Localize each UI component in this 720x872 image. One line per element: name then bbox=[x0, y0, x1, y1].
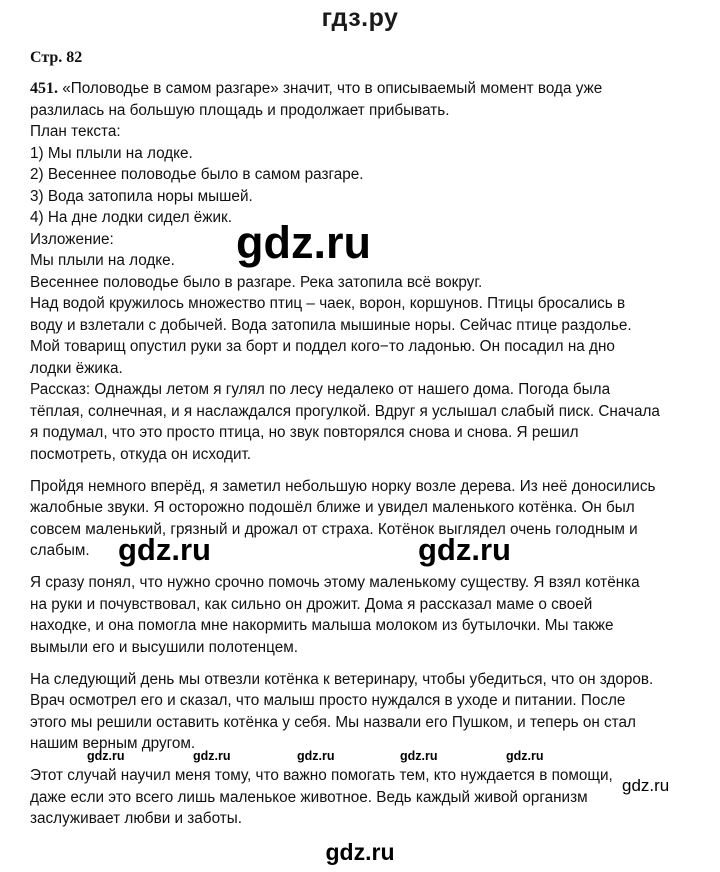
intro-line: разлилась на большую площадь и продолжает прибывать. bbox=[30, 101, 450, 119]
site-logo-header: гдз.ру bbox=[321, 4, 399, 32]
story-line: на руки и почувствовал, как сильно он дрожит. Дома я рассказал маме о своей bbox=[30, 595, 593, 613]
paragraph-gap bbox=[30, 465, 696, 476]
watermark-small: gdz.ru bbox=[297, 749, 335, 763]
plan-list bbox=[30, 143, 696, 229]
story-line: слабым. bbox=[30, 542, 90, 559]
plan-heading: План текста: bbox=[30, 123, 121, 140]
story-line: Рассказ: Однажды летом я гулял по лесу недалеко от нашего дома. Погода была bbox=[30, 381, 611, 398]
story-line: я подумал, что это просто птица, но звук повторялся снова и снова. Я решил bbox=[30, 424, 579, 441]
summary-line: Весеннее половодье было в разгаре. Река затопила всё вокруг. bbox=[30, 273, 483, 291]
story-line: даже если это всего лишь маленькое животное. Ведь каждый живой организм bbox=[30, 788, 588, 806]
watermark-footer: gdz.ru bbox=[325, 839, 395, 865]
plan-item: 1) Мы плыли на лодке. bbox=[30, 144, 193, 162]
summary-line: Мой товарищ опустил руки за борт и поддел кого−то ладонью. Он посадил на дно bbox=[30, 338, 615, 355]
story-line: Я сразу понял, что нужно срочно помочь этому маленькому существу. Я взял котёнка bbox=[30, 574, 640, 591]
story-line: Пройдя немного вперёд, я заметил небольшую норку возле дерева. Из неё доносились bbox=[30, 477, 656, 495]
story-line: совсем маленький, грязный и дрожал от страха. Котёнок выглядел очень голодным и bbox=[30, 520, 638, 538]
story-paragraph bbox=[30, 669, 696, 755]
task-number: 451. bbox=[30, 80, 58, 97]
paragraph-gap bbox=[30, 755, 696, 766]
story-line: жалобные звуки. Я осторожно подошёл ближе и увидел маленького котёнка. Он был bbox=[30, 499, 635, 516]
story-line: нашим верным другом. bbox=[30, 735, 196, 752]
watermark-small: gdz.ru bbox=[193, 749, 231, 763]
intro-line bbox=[30, 78, 696, 100]
story-line: посмотреть, откуда он исходит. bbox=[30, 445, 252, 463]
intro-text: «Половодье в самом разгаре» значит, что в описываемый момент вода уже bbox=[62, 80, 603, 97]
plan-item: 2) Весеннее половодье было в самом разгаре. bbox=[30, 166, 364, 183]
answer-content bbox=[30, 78, 696, 830]
story-line: вымыли его и высушили полотенцем. bbox=[30, 638, 298, 656]
watermark-small: gdz.ru bbox=[87, 749, 125, 763]
watermark-small: gdz.ru bbox=[400, 749, 438, 763]
story-paragraph bbox=[30, 765, 696, 830]
watermark-side: gdz.ru bbox=[622, 776, 670, 795]
summary-line: Над водой кружилось множество птиц – чаек, ворон, коршунов. Птицы бросались в bbox=[30, 295, 626, 312]
story-line: тёплая, солнечная, и я наслаждался прогулкой. Вдруг я услышал слабый писк. Сначала bbox=[30, 402, 660, 420]
watermark-small: gdz.ru bbox=[506, 749, 544, 763]
story-line: заслуживает любви и заботы. bbox=[30, 810, 242, 827]
page-number: Стр. 82 bbox=[30, 49, 83, 66]
story-line: Врач осмотрел его и сказал, что малыш просто нуждался в уходе и питании. После bbox=[30, 692, 626, 709]
story-line: этого мы решили оставить котёнка у себя. Мы назвали его Пушком, и теперь он стал bbox=[30, 713, 636, 731]
summary-line: лодки ёжика. bbox=[30, 359, 123, 377]
story-line: находке, и она помогла мне накормить малыша молоком из бутылочки. Мы также bbox=[30, 617, 614, 634]
watermark-mid-right: gdz.ru bbox=[418, 532, 511, 567]
plan-item: 4) На дне лодки сидел ёжик. bbox=[30, 209, 232, 226]
summary-heading: Изложение: bbox=[30, 230, 114, 248]
story-paragraph bbox=[30, 379, 696, 465]
summary-text bbox=[30, 250, 696, 379]
plan-item: 3) Вода затопила норы мышей. bbox=[30, 187, 253, 205]
summary-line: воду и взлетали с добычей. Вода затопила мышиные норы. Сейчас птице раздолье. bbox=[30, 316, 632, 334]
summary-line: Мы плыли на лодке. bbox=[30, 252, 175, 269]
story-paragraph bbox=[30, 572, 696, 658]
story-line: На следующий день мы отвезли котёнка к ветеринару, чтобы убедиться, что он здоров. bbox=[30, 670, 654, 688]
paragraph-gap bbox=[30, 658, 696, 669]
watermark-mid-left: gdz.ru bbox=[118, 532, 211, 567]
watermark-large: gdz.ru bbox=[236, 217, 371, 268]
story-line: Этот случай научил меня тому, что важно помогать тем, кто нуждается в помощи, bbox=[30, 767, 613, 784]
